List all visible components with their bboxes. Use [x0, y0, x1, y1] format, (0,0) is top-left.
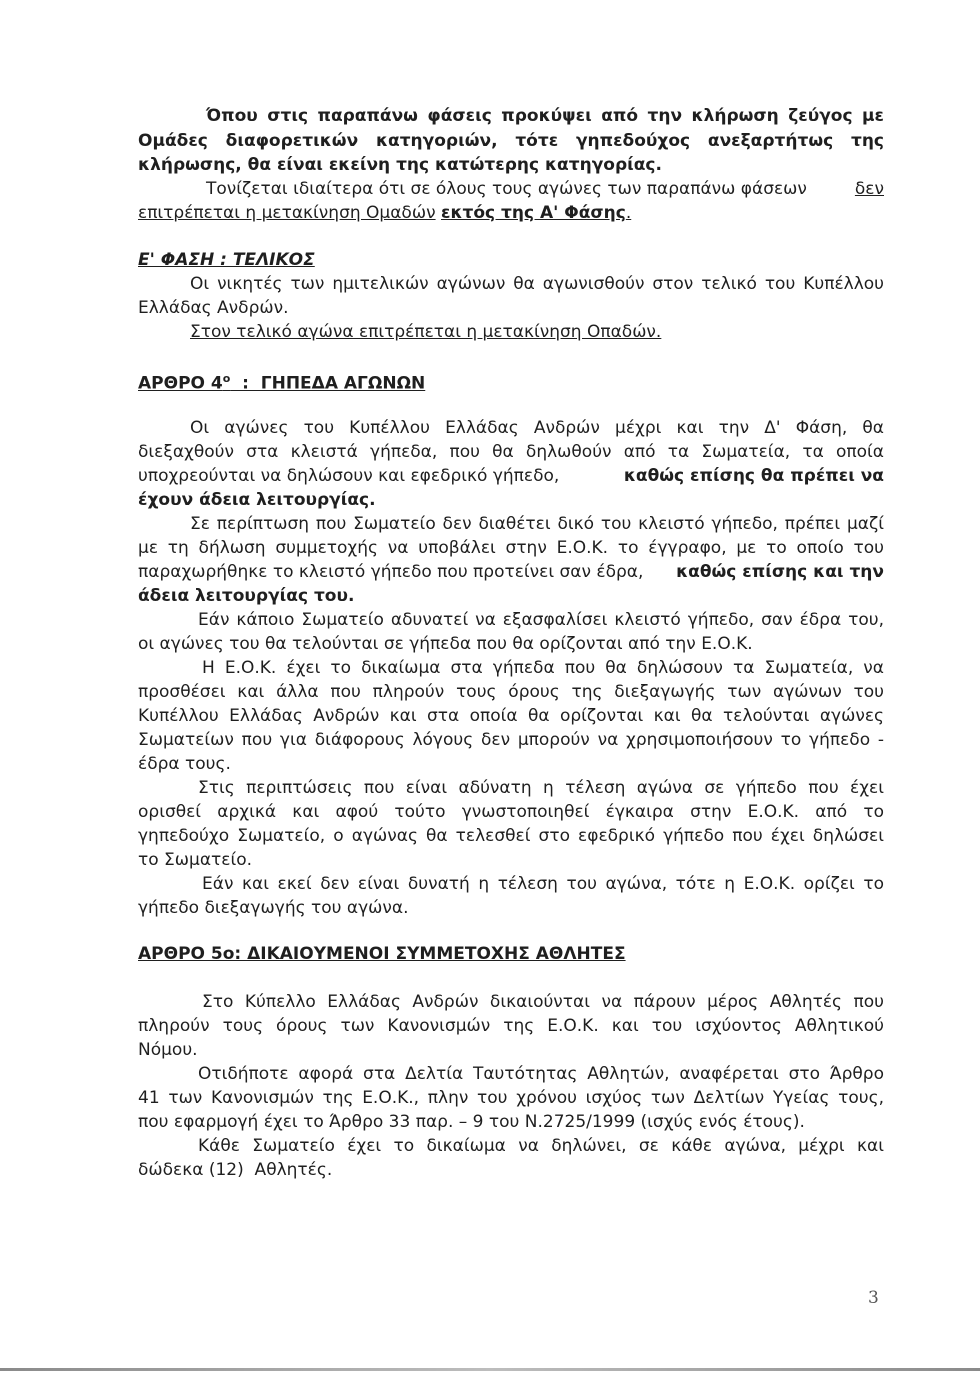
article-4-p2-line-3 [138, 561, 884, 584]
final-phase-line-3: Στον τελικό αγώνα επιτρέπεται η μετακίνηση Οπαδών. [190, 322, 662, 342]
intro-line-3: κλήρωσης, θα είναι εκείνη της κατώτερης κατηγορίας. [138, 155, 662, 175]
article-4-heading-title: : ΓΗΠΕΔΑ ΑΓΩΝΩΝ [230, 373, 426, 394]
bottom-edge-rule [0, 1368, 980, 1371]
article-4-p4-line-2: προσθέσει και άλλα που πληρούν τους όρους της διεξαγωγής των αγώνων του [138, 682, 884, 702]
article-5-p3-line-1: Κάθε Σωματείο έχει το δικαίωμα να δηλώνει, σε κάθε αγώνα, μέχρι και [198, 1136, 884, 1156]
article-4-p1-line-3-text: υποχρεούνται να δηλώσουν και εφεδρικό γήπεδο, [138, 466, 560, 486]
article-4-p1-line-3-bold: καθώς επίσης θα πρέπει να [623, 466, 884, 486]
article-5-p1-line-3: Νόμου. [138, 1040, 198, 1060]
article-4-p4-line-4: Σωματείων που για διάφορους λόγους δεν μπορούν να χρησιμοποιήσουν το γήπεδο - [138, 730, 884, 750]
article-4-p4-line-5: έδρα τους. [138, 754, 231, 774]
intro-line-4-text: Τονίζεται ιδιαίτερα ότι σε όλους τους αγώνες των παραπάνω φάσεων [206, 179, 807, 199]
article-4-p4-line-3: Κυπέλλου Ελλάδας Ανδρών και στα οποία θα ορίζονται και θα τελούνται αγώνες [138, 706, 884, 726]
article-4-heading-sup: ο [222, 372, 231, 385]
article-5-p2-line-2: 41 των Κανονισμών της Ε.Ο.Κ., πλην του χρόνου ισχύος των Δελτίων Υγείας τους, [138, 1088, 884, 1108]
article-4-p6-line-1: Εάν και εκεί δεν είναι δυνατή η τέλεση του αγώνα, τότε η Ε.Ο.Κ. ορίζει το [202, 874, 884, 894]
intro-line-5-text: επιτρέπεται η μετακίνηση Ομαδών [138, 203, 436, 223]
article-4-p5-line-4: το Σωματείο. [138, 850, 253, 870]
intro-line-5-end: . [625, 203, 632, 223]
article-5-p2-line-3: που εφαρμογή έχει το Άρθρο 33 παρ. – 9 του Ν.2725/1999 (ισχύς ενός έτους). [138, 1112, 805, 1132]
intro-line-4 [206, 178, 884, 201]
article-4-heading-label: ΑΡΘΡΟ 4 [138, 373, 223, 394]
article-5-heading: ΑΡΘΡΟ 5ο: ΔΙΚΑΙΟΥΜΕΝΟΙ ΣΥΜΜΕΤΟΧΗΣ ΑΘΛΗΤΕΣ [138, 944, 626, 964]
article-4-p6-line-2: γήπεδο διεξαγωγής του αγώνα. [138, 898, 409, 918]
article-4-p2-line-1: Σε περίπτωση που Σωματείο δεν διαθέτει δικό του κλειστό γήπεδο, πρέπει μαζί [190, 514, 884, 534]
article-4-p2-line-4: άδεια λειτουργίας του. [138, 586, 355, 606]
article-4-p1-line-4: έχουν άδεια λειτουργίας. [138, 490, 376, 510]
intro-line-5-bold: εκτός της Α' Φάσης [440, 203, 626, 223]
article-4-p5-line-3: γηπεδούχο Σωματείο, ο αγώνας θα τελεσθεί στο εφεδρικό γήπεδο που έχει δηλώσει [138, 826, 884, 846]
article-4-p1-line-2: διεξαχθούν στα κλειστά γήπεδα, που θα δηλωθούν από τα Σωματεία, τα οποία [138, 442, 884, 462]
article-4-heading [138, 367, 884, 396]
article-4-p2-line-2: με τη δήλωση συμμετοχής να υποβάλει στην Ε.Ο.Κ. το έγγραφο, με το οποίο του [138, 538, 884, 558]
intro-line-4-underlined: δεν [854, 179, 884, 199]
final-phase-line-2: Ελλάδας Ανδρών. [138, 298, 289, 318]
article-5-p3-line-2: δώδεκα (12) Αθλητές. [138, 1160, 333, 1180]
article-4-p5-line-1: Στις περιπτώσεις που είναι αδύνατη η τέλεση αγώνα σε γήπεδο που έχει [198, 778, 884, 798]
article-4-p3-line-1: Εάν κάποιο Σωματείο αδυνατεί να εξασφαλίσει κλειστό γήπεδο, σαν έδρα του, [198, 610, 884, 630]
article-4-p1-line-1: Οι αγώνες του Κυπέλλου Ελλάδας Ανδρών μέχρι και την Δ' Φάση, θα [190, 418, 884, 438]
article-4-p1-line-3 [138, 465, 884, 488]
final-phase-heading: Ε' ΦΑΣΗ : ΤΕΛΙΚΟΣ [138, 250, 315, 270]
intro-line-2: Ομάδες διαφορετικών κατηγοριών, τότε γηπεδούχος ανεξαρτήτως της [138, 131, 884, 151]
article-4-p2-line-3-text: παραχωρήθηκε το κλειστό γήπεδο που προτείνει σαν έδρα, [138, 562, 644, 582]
article-5-p1-line-1: Στο Κύπελλο Ελλάδας Ανδρών δικαιούνται να πάρουν μέρος Αθλητές που [202, 992, 884, 1012]
article-4-p4-line-1: Η Ε.Ο.Κ. έχει το δικαίωμα στα γήπεδα που θα δηλώσουν τα Σωματεία, να [202, 658, 884, 678]
article-5-p2-line-1: Οτιδήποτε αφορά στα Δελτία Ταυτότητας Αθλητών, αναφέρεται στο Άρθρο [198, 1064, 884, 1084]
article-4-p5-line-2: ορισθεί αρχικά και αφού τούτο γνωστοποιηθεί έγκαιρα στην Ε.Ο.Κ. από το [138, 802, 884, 822]
page-number: 3 [868, 1288, 879, 1308]
article-4-p2-line-3-bold: καθώς επίσης και την [676, 562, 884, 582]
final-phase-line-1: Οι νικητές των ημιτελικών αγώνων θα αγωνισθούν στον τελικό του Κυπέλλου [190, 274, 884, 294]
intro-line-5 [138, 202, 884, 225]
article-5-p1-line-2: πληρούν τους όρους των Κανονισμών της Ε.Ο.Κ. και του ισχύοντος Αθλητικού [138, 1016, 884, 1036]
intro-line-1: Όπου στις παραπάνω φάσεις προκύψει από την κλήρωση ζεύγος με [206, 106, 884, 126]
article-4-p3-line-2: οι αγώνες του θα τελούνται σε γήπεδα που θα ορίζονται από την Ε.Ο.Κ. [138, 634, 753, 654]
